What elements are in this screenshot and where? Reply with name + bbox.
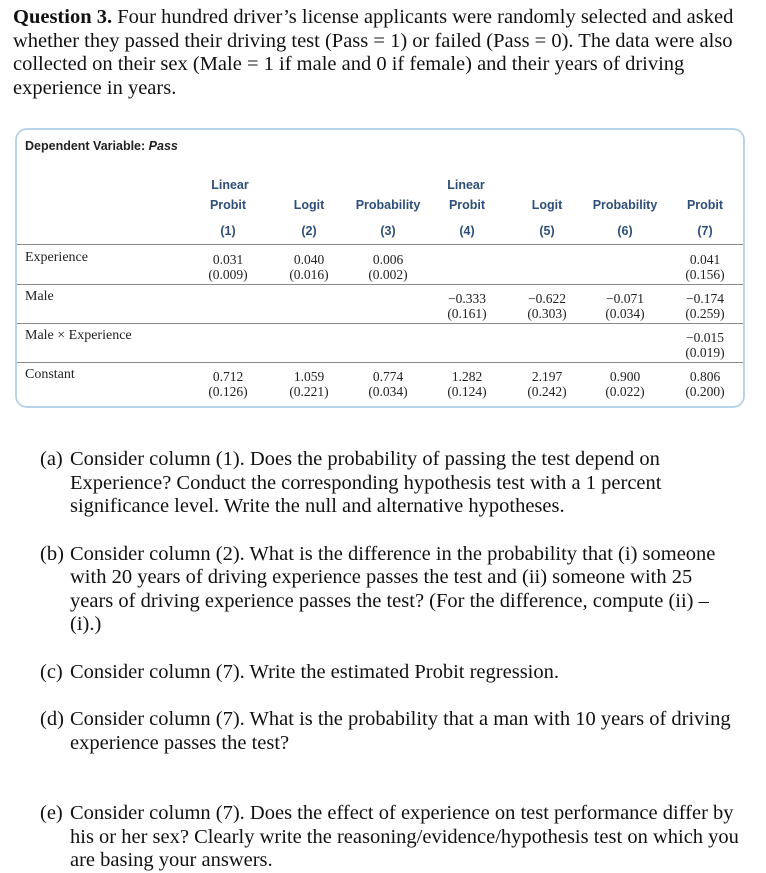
part-b (40, 543, 740, 637)
column-number-7: (7) (697, 224, 713, 238)
dependent-variable-label: Dependent Variable: Pass (25, 139, 178, 153)
part-e (40, 802, 740, 873)
row-label-experience: Experience (25, 250, 88, 265)
dependent-variable-name: Pass (148, 139, 178, 153)
column-number-4: (4) (459, 224, 475, 238)
column-number-6: (6) (617, 224, 633, 238)
cell-constant-5: 2.197 (0.242) (527, 369, 567, 399)
column-number-2: (2) (301, 224, 317, 238)
column-header-2: Logit (293, 198, 325, 212)
column-number-1: (1) (220, 224, 236, 238)
part-e-text: Consider column (7). Does the effect of experience on test performance differ by his or her sex? Clearly write the reasoning/evidence/hypothesis test on which you are basing your answers. (70, 802, 739, 871)
cell-male-x-experience-7: −0.015 (0.019) (685, 330, 725, 360)
row-divider (17, 323, 743, 324)
cell-constant-4: 1.282 (0.124) (447, 369, 487, 399)
part-d-text: Consider column (7). What is the probability that a man with 10 years of driving experience passes the test? (70, 708, 731, 754)
part-a (40, 448, 740, 519)
column-header-7: Probit (686, 198, 724, 212)
cell-constant-7: 0.806 (0.200) (685, 369, 725, 399)
part-d (40, 708, 740, 755)
column-header-3-line1: Linear (211, 178, 249, 192)
part-c-tag: (c) (40, 660, 63, 683)
question-intro (13, 6, 753, 100)
cell-male-7: −0.174 (0.259) (685, 291, 725, 321)
column-header-3: Probability (355, 198, 421, 212)
question-title: Question 3. (13, 6, 113, 28)
part-b-tag: (b) (40, 542, 64, 565)
cell-constant-2: 1.059 (0.221) (289, 369, 329, 399)
column-header-4: Probit (448, 198, 486, 212)
question-text: Four hundred driver’s license applicants were randomly selected and asked whether they passed their driving test (Pass = 1) or failed (Pass = 0). The data were also collected on their sex (Male = 1 if male and 0 if female) and their years of driving experience in years. (13, 6, 734, 99)
column-header-6: Probability (592, 198, 658, 212)
question-parts (40, 448, 740, 873)
column-number-5: (5) (539, 224, 555, 238)
row-label-male-x-experience: Male × Experience (25, 328, 132, 343)
cell-male-6: −0.071 (0.034) (605, 291, 645, 321)
part-c (40, 661, 740, 685)
cell-experience-7: 0.041 (0.156) (685, 252, 725, 282)
regression-table (15, 128, 745, 408)
cell-constant-1: 0.712 (0.126) (208, 369, 248, 399)
part-a-text: Consider column (1). Does the probability of passing the test depend on Experience? Conduct the corresponding hypothesis test with a 1 percent significance level. Write the null and alternative hypotheses. (70, 448, 662, 517)
row-divider (17, 284, 743, 285)
cell-experience-3: 0.006 (0.002) (368, 252, 408, 282)
header-divider (17, 244, 743, 245)
row-divider (17, 362, 743, 363)
part-b-text: Consider column (2). What is the difference in the probability that (i) someone with 20 years of driving experience passes the test and (ii) someone with 25 years of driving experience passes the test? (For the difference, compute (ii) – (i).) (70, 542, 716, 635)
part-a-tag: (a) (40, 448, 63, 470)
row-label-constant: Constant (25, 367, 75, 382)
column-header-6-line1: Linear (447, 178, 485, 192)
column-header-1: Probit (209, 198, 247, 212)
row-label-male: Male (25, 289, 54, 304)
part-c-text: Consider column (7). Write the estimated Probit regression. (70, 660, 559, 683)
cell-constant-3: 0.774 (0.034) (368, 369, 408, 399)
cell-male-4: −0.333 (0.161) (447, 291, 487, 321)
cell-male-5: −0.622 (0.303) (527, 291, 567, 321)
cell-experience-1: 0.031 (0.009) (208, 252, 248, 282)
part-d-tag: (d) (40, 708, 64, 730)
column-number-3: (3) (380, 224, 396, 238)
column-header-5: Logit (531, 198, 563, 212)
cell-experience-2: 0.040 (0.016) (289, 252, 329, 282)
part-e-tag: (e) (40, 802, 63, 824)
cell-constant-6: 0.900 (0.022) (605, 369, 645, 399)
